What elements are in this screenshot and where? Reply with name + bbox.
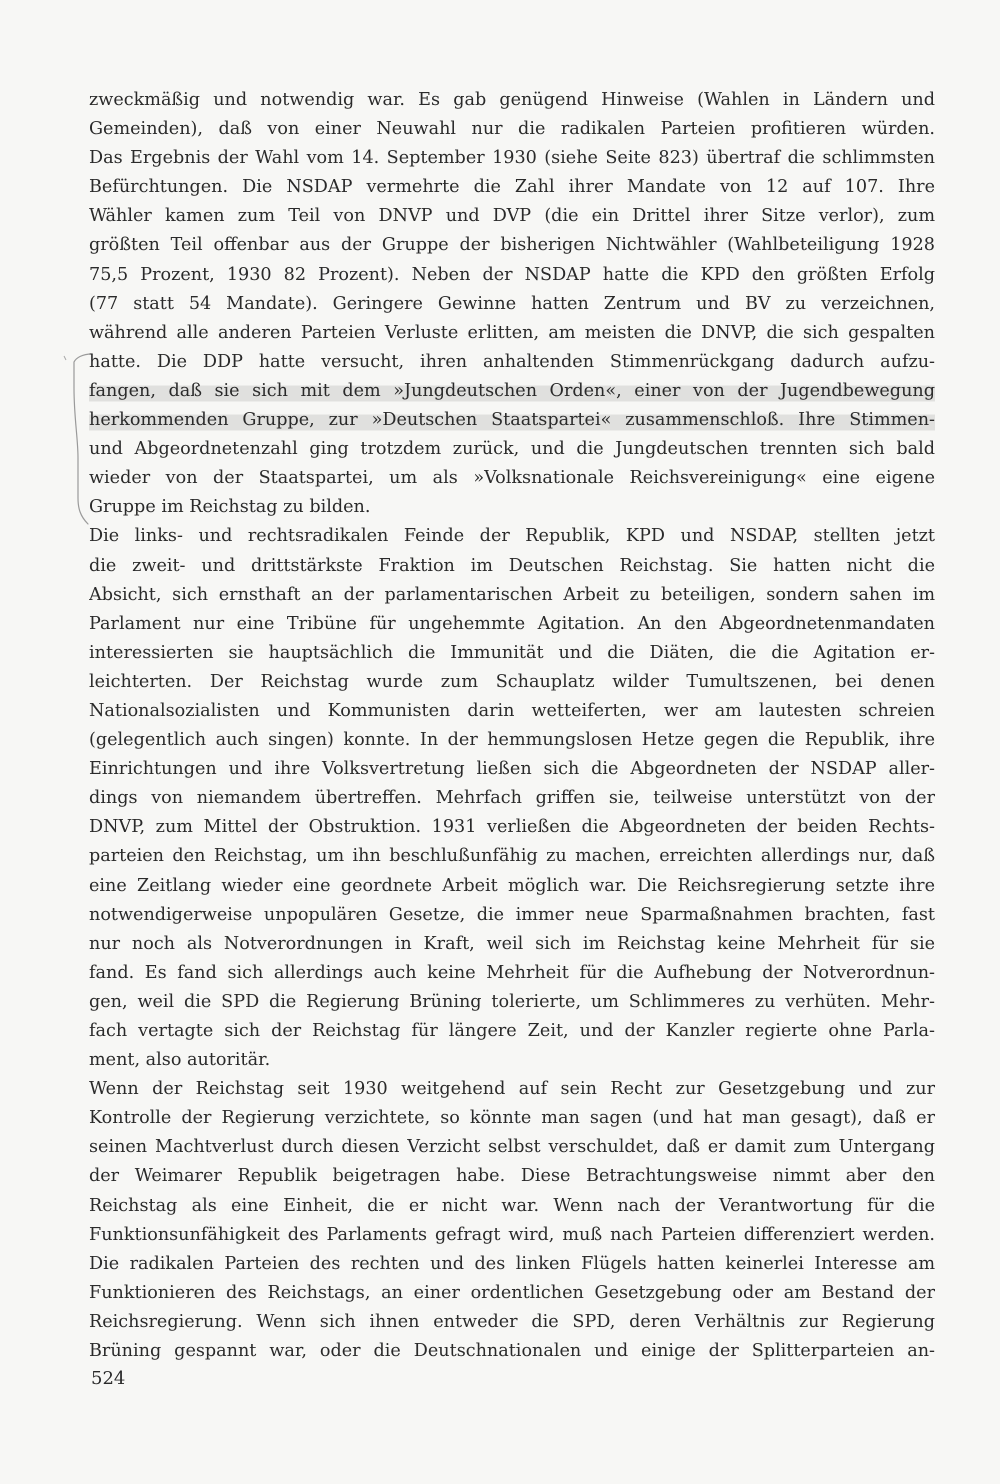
text-line: 75,5 Prozent, 1930 82 Prozent). Neben der NSDAP hatte die KPD den größten Erfolg — [89, 264, 935, 285]
text-line: Die links- und rechtsradikalen Feinde der Republik, KPD und NSDAP, stellten jetzt — [89, 526, 935, 547]
text-line: Befürchtungen. Die NSDAP vermehrte die Zahl ihrer Mandate von 12 auf 107. Ihre — [89, 177, 935, 198]
page-number: 524 — [91, 1368, 126, 1389]
text-line: Wähler kamen zum Teil von DNVP und DVP (die ein Drittel ihrer Sitze verlor), zum — [89, 206, 935, 227]
text-line: Gruppe im Reichstag zu bilden. — [89, 497, 371, 518]
text-line: Gemeinden), daß von einer Neuwahl nur die radikalen Parteien profitieren würden. — [89, 119, 935, 140]
text-line: wieder von der Staatspartei, um als »Volksnationale Reichsvereinigung« eine eigene — [89, 468, 935, 489]
text-line: gen, weil die SPD die Regierung Brüning tolerierte, um Schlimmeres zu verhüten. Mehr- — [89, 991, 935, 1012]
text-line: ment, also autoritär. — [89, 1050, 271, 1071]
text-line: Einrichtungen und ihre Volksvertretung ließen sich die Abgeordneten der NSDAP aller- — [89, 759, 935, 780]
text-line: hatte. Die DDP hatte versucht, ihren anhaltenden Stimmenrückgang dadurch aufzu- — [89, 351, 935, 372]
text-line: Kontrolle der Regierung verzichtete, so könnte man sagen (und hat man gesagt), daß er — [89, 1108, 935, 1129]
text-line: zweckmäßig und notwendig war. Es gab genügend Hinweise (Wahlen in Ländern und — [89, 90, 935, 110]
body-text — [89, 86, 935, 1366]
text-line: größten Teil offenbar aus der Gruppe der bisherigen Nichtwähler (Wahlbeteiligung 1928 — [89, 235, 935, 256]
text-line: der Weimarer Republik beigetragen habe. Diese Betrachtungsweise nimmt aber den — [89, 1166, 935, 1187]
text-line: und Abgeordnetenzahl ging trotzdem zurück, und die Jungdeutschen trennten sich bald — [89, 439, 935, 460]
text-line: DNVP, zum Mittel der Obstruktion. 1931 verließen die Abgeordneten der beiden Rechts- — [89, 817, 935, 838]
text-line: notwendigerweise unpopulären Gesetze, die immer neue Sparmaßnahmen brachten, fast — [89, 904, 935, 925]
text-line: (77 statt 54 Mandate). Geringere Gewinne hatten Zentrum und BV zu verzeichnen, — [89, 293, 935, 314]
text-line: Reichsregierung. Wenn sich ihnen entweder die SPD, deren Verhältnis zur Regierung — [89, 1311, 935, 1332]
text-line: Nationalsozialisten und Kommunisten darin wetteiferten, wer am lautesten schreien — [89, 700, 935, 721]
text-line: dings von niemandem übertreffen. Mehrfach griffen sie, teilweise unterstützt von der — [89, 788, 935, 809]
text-line: Das Ergebnis der Wahl vom 14. September 1930 (siehe Seite 823) übertraf die schlimmsten — [89, 148, 935, 169]
text-line-highlighted: herkommenden Gruppe, zur »Deutschen Staatspartei« zusammenschloß. Ihre Stimmen- — [89, 406, 935, 435]
text-line: nur noch als Notverordnungen in Kraft, weil sich im Reichstag keine Mehrheit für sie — [89, 933, 935, 954]
text-line: (gelegentlich auch singen) konnte. In der hemmungslosen Hetze gegen die Republik, ihre — [89, 730, 935, 751]
text-line: Die radikalen Parteien des rechten und des linken Flügels hatten keinerlei Interesse am — [89, 1253, 935, 1274]
text-line: Funktionsunfähigkeit des Parlaments gefragt wird, muß nach Parteien differenziert werden. — [89, 1224, 935, 1245]
text-line: fach vertagte sich der Reichstag für längere Zeit, und der Kanzler regierte ohne Parla- — [89, 1021, 935, 1041]
text-line: während alle anderen Parteien Verluste erlitten, am meisten die DNVP, die sich gespalten — [89, 322, 935, 343]
text-line: Brüning gespannt war, oder die Deutschnationalen und einige der Splitterparteien an- — [89, 1341, 935, 1362]
text-line: parteien den Reichstag, um ihn beschlußunfähig zu machen, erreichten allerdings nur, daß — [89, 846, 935, 867]
text-line: interessierten sie hauptsächlich die Immunität und die Diäten, die die Agitation er- — [89, 642, 935, 663]
text-line: Reichstag als eine Einheit, die er nicht war. Wenn nach der Verantwortung für die — [89, 1195, 935, 1216]
text-line: Wenn der Reichstag seit 1930 weitgehend auf sein Recht zur Gesetzgebung und zur — [89, 1079, 935, 1100]
text-line-highlighted: fangen, daß sie sich mit dem »Jungdeutschen Orden«, einer von der Jugendbewegung — [89, 377, 935, 406]
text-line: Absicht, sich ernsthaft an der parlamentarischen Arbeit zu beteiligen, sondern sahen im — [89, 584, 935, 605]
text-line: die zweit- und drittstärkste Fraktion im Deutschen Reichstag. Sie hatten nicht die — [89, 555, 935, 576]
text-line: eine Zeitlang wieder eine geordnete Arbeit möglich war. Die Reichsregierung setzte ihre — [89, 875, 935, 896]
text-line: Funktionieren des Reichstags, an einer ordentlichen Gesetzgebung oder am Bestand der — [89, 1282, 935, 1303]
text-line: seinen Machtverlust durch diesen Verzicht selbst verschuldet, daß er damit zum Untergang — [89, 1137, 935, 1158]
text-line: fand. Es fand sich allerdings auch keine Mehrheit für die Aufhebung der Notverordnun- — [89, 962, 935, 983]
text-line: Parlament nur eine Tribüne für ungehemmte Agitation. An den Abgeordnetenmandaten — [89, 613, 935, 634]
text-line: leichterten. Der Reichstag wurde zum Schauplatz wilder Tumultszenen, bei denen — [89, 671, 935, 692]
